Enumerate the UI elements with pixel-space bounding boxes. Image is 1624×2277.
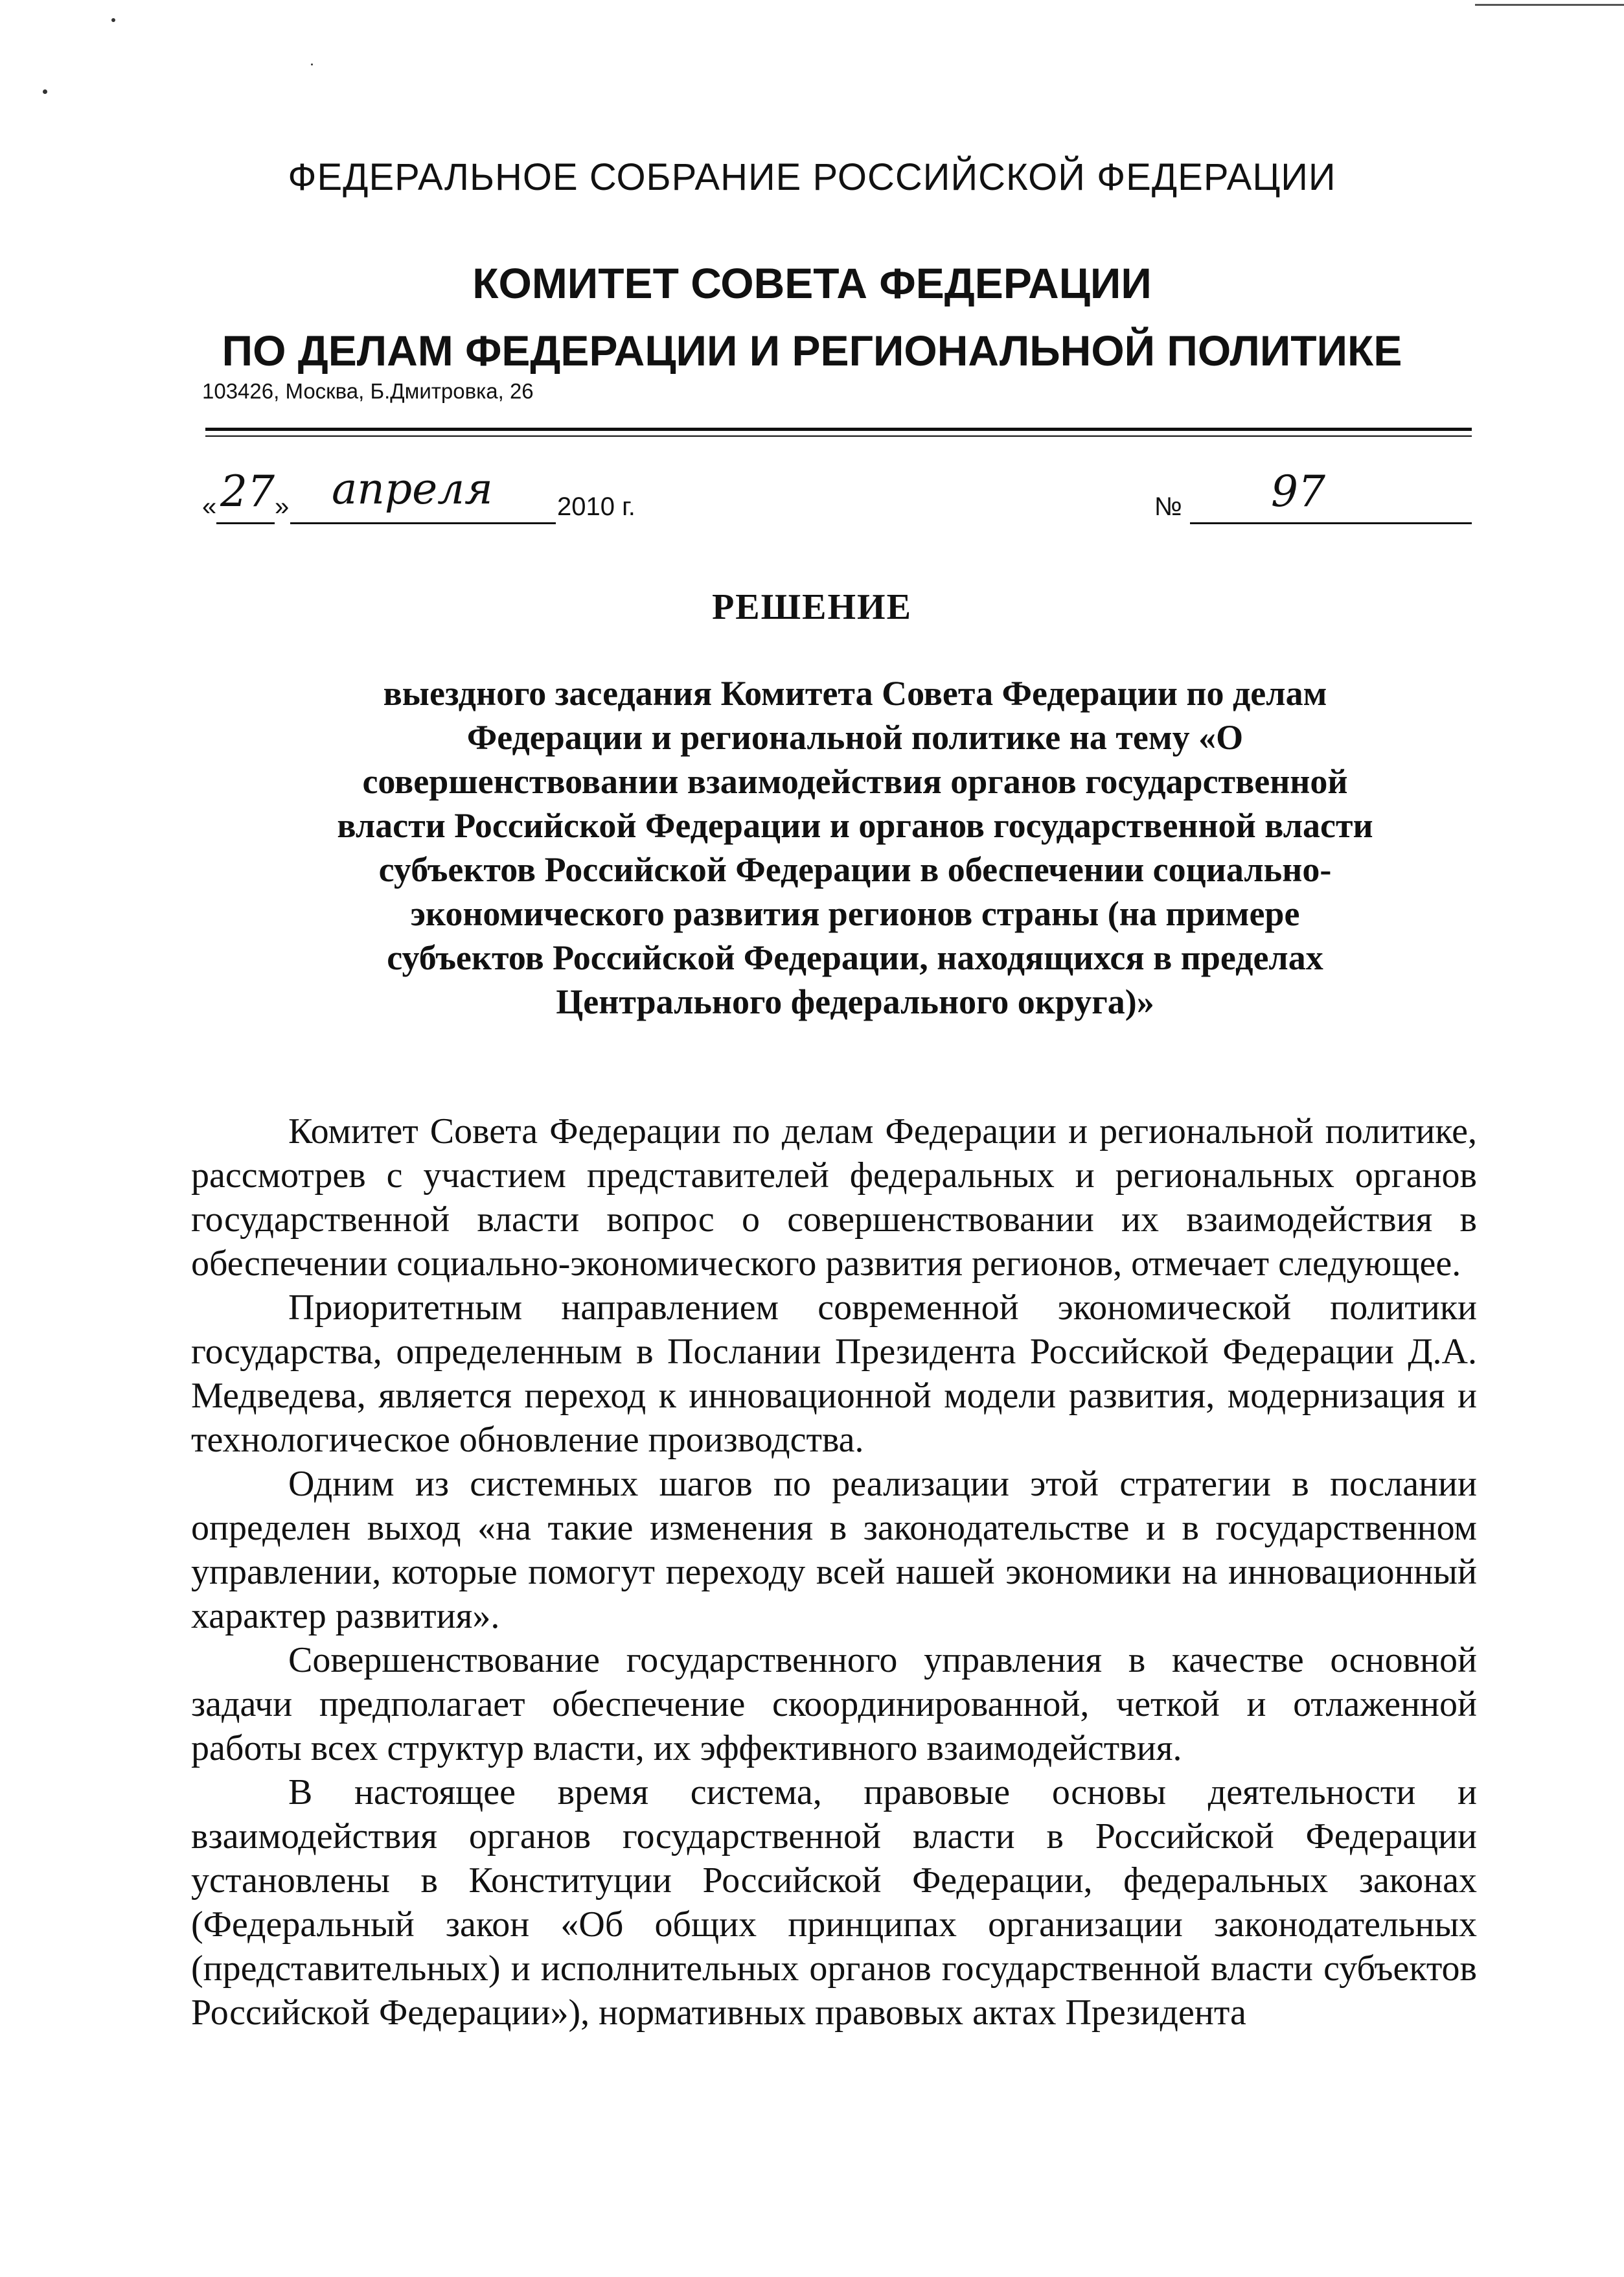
scan-speck: [43, 89, 47, 94]
document-title: РЕШЕНИЕ: [712, 587, 912, 627]
subject-line: экономического развития регионов страны (на примере: [410, 894, 1300, 933]
header-rule-thick: [205, 428, 1472, 431]
scan-edge-line: [1475, 4, 1624, 6]
body-paragraph: Совершенствование государственного управления в качестве основной задачи предполагает обеспечение скоординированной, четкой и отлаженной работы всех структур власти, их эффективного взаимодействия.: [191, 1640, 1477, 1768]
decision-subject: [272, 671, 1438, 1024]
subject-line: власти Российской Федерации и органов государственной власти: [337, 806, 1373, 845]
handwritten-month: апреля: [332, 464, 493, 514]
subject-line: совершенствовании взаимодействия органов государственной: [362, 762, 1348, 801]
date-number-row: [202, 464, 1472, 538]
number-underline: [1190, 522, 1472, 524]
date-year: 2010 г.: [557, 492, 635, 521]
subject-line: Центрального федерального округа)»: [556, 982, 1154, 1021]
month-underline: [290, 522, 556, 524]
committee-name: [0, 249, 1624, 384]
day-underline: [216, 522, 275, 524]
subject-line: выездного заседания Комитета Совета Федерации по делам: [383, 674, 1327, 713]
committee-name-line: КОМИТЕТ СОВЕТА ФЕДЕРАЦИИ: [472, 259, 1152, 307]
body-paragraph: В настоящее время система, правовые основы деятельности и взаимодействия органов государственной власти в Российской Федерации установлены в Конституции Российской Федерации, федеральных законах (Федеральный закон «Об общих принципах организации законодательных (представительных) и исполнительных органов государственной власти субъектов Российской Федерации»), нормативных правовых актах Президента: [191, 1772, 1477, 2033]
handwritten-day: 27: [220, 467, 275, 516]
number-label: №: [1154, 492, 1182, 521]
committee-name-line: ПО ДЕЛАМ ФЕДЕРАЦИИ И РЕГИОНАЛЬНОЙ ПОЛИТИКЕ: [222, 327, 1402, 375]
committee-address: 103426, Москва, Б.Дмитровка, 26: [202, 379, 534, 403]
header-rule-thin: [205, 435, 1472, 437]
body-paragraph: Приоритетным направлением современной экономической политики государства, определенным в Послании Президента Российской Федерации Д.А. Медведева, является переход к инновационной модели развития, модернизация и технологическое обновление производства.: [191, 1288, 1477, 1460]
parliament-name: ФЕДЕРАЛЬНОЕ СОБРАНИЕ РОССИЙСКОЙ ФЕДЕРАЦИИ: [288, 156, 1336, 198]
body-paragraph: Одним из системных шагов по реализации этой стратегии в послании определен выход «на такие изменения в законодательстве и в государственном управлении, которые помогут переходу всей нашей экономики на инновационный характер развития».: [191, 1464, 1477, 1636]
document-body: [191, 1109, 1477, 2035]
body-paragraph: Комитет Совета Федерации по делам Федерации и региональной политике, рассмотрев с участием представителей федеральных и региональных органов государственной власти вопрос о совершенствовании их взаимодействия в обеспечении социально-экономического развития регионов, отмечает следующее.: [191, 1111, 1477, 1284]
handwritten-number: 97: [1271, 467, 1325, 516]
date-close-quote: »: [275, 492, 290, 521]
subject-line: Федерации и региональной политике на тему «О: [466, 718, 1244, 757]
scan-speck: [311, 64, 313, 65]
date-open-quote: «: [202, 492, 217, 521]
scan-speck: [111, 18, 115, 22]
subject-line: субъектов Российской Федерации, находящихся в пределах: [387, 938, 1323, 977]
subject-line: субъектов Российской Федерации в обеспечении социально-: [378, 850, 1332, 889]
